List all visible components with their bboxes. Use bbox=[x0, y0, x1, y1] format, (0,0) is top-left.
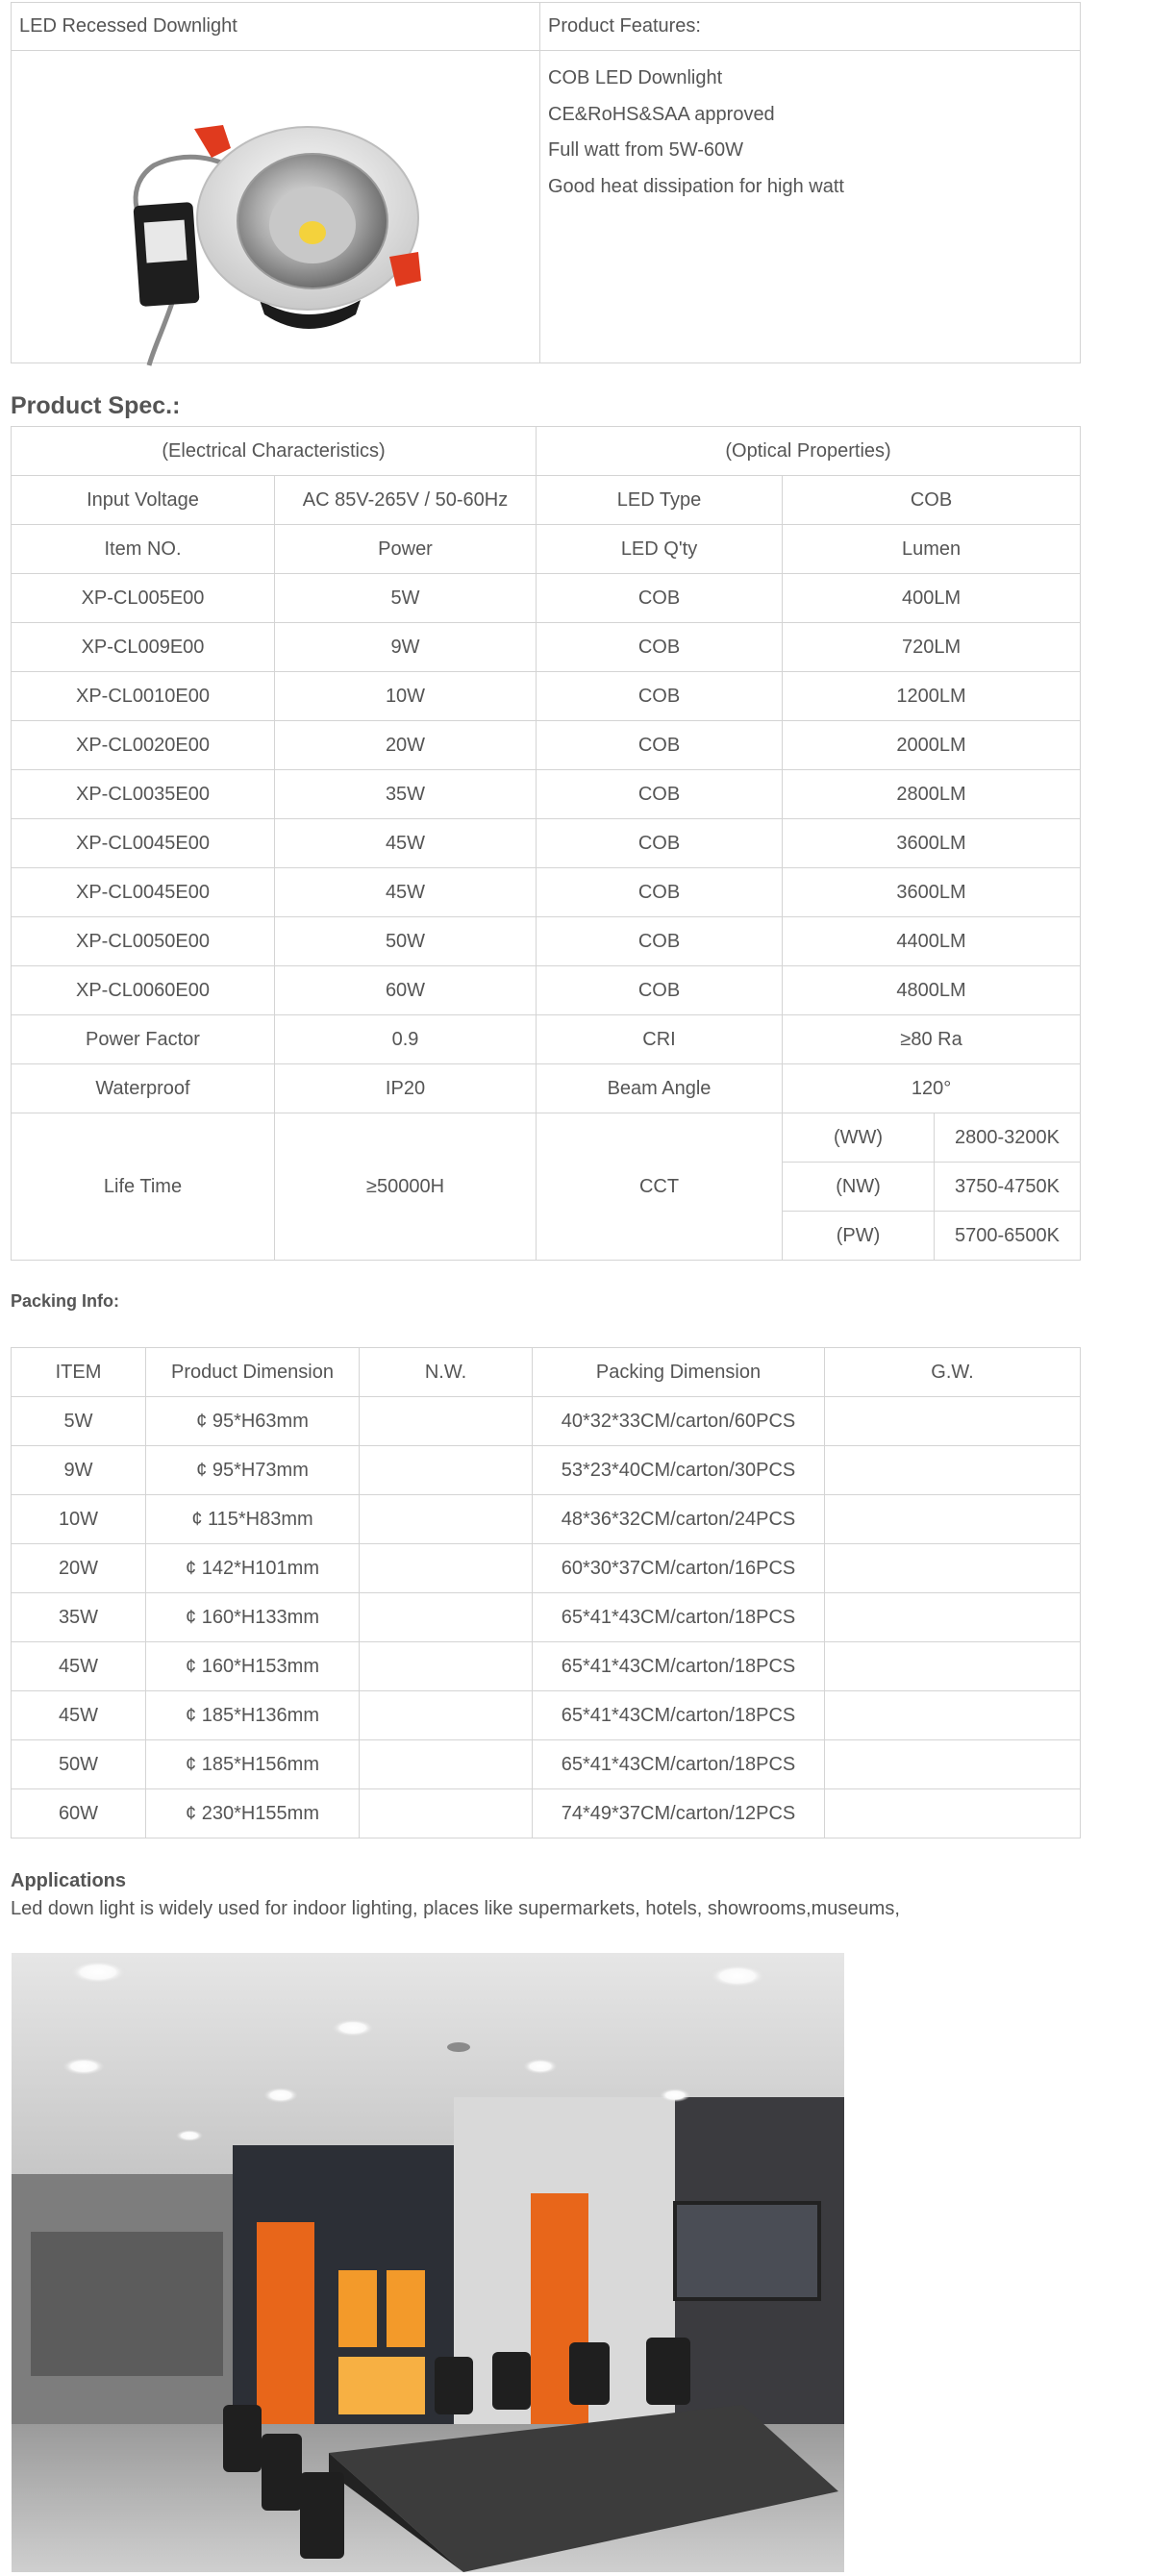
packing-cell: 65*41*43CM/carton/18PCS bbox=[533, 1642, 825, 1691]
cct-label-cell: (WW) bbox=[783, 1113, 935, 1163]
packing-cell bbox=[825, 1740, 1081, 1789]
packing-header-cell: N.W. bbox=[360, 1348, 533, 1397]
table-row bbox=[12, 1446, 1081, 1495]
spec-cell: 9W bbox=[275, 623, 537, 672]
packing-cell: ¢ 115*H83mm bbox=[146, 1495, 360, 1544]
spec-cell: COB bbox=[783, 476, 1081, 525]
table-row bbox=[12, 574, 1081, 623]
packing-cell: 65*41*43CM/carton/18PCS bbox=[533, 1593, 825, 1642]
packing-cell: 48*36*32CM/carton/24PCS bbox=[533, 1495, 825, 1544]
packing-cell: 45W bbox=[12, 1691, 146, 1740]
packing-cell: 65*41*43CM/carton/18PCS bbox=[533, 1691, 825, 1740]
packing-cell bbox=[825, 1593, 1081, 1642]
spec-cell: 0.9 bbox=[275, 1015, 537, 1064]
table-row bbox=[12, 721, 1081, 770]
conference-room-image bbox=[12, 1953, 844, 2572]
spec-cell: LED Type bbox=[537, 476, 783, 525]
cct-label-cell: (PW) bbox=[783, 1212, 935, 1261]
packing-header-cell: G.W. bbox=[825, 1348, 1081, 1397]
packing-cell: ¢ 185*H156mm bbox=[146, 1740, 360, 1789]
table-row bbox=[12, 1015, 1081, 1064]
spec-cell: XP-CL0050E00 bbox=[12, 917, 275, 966]
packing-cell: ¢ 142*H101mm bbox=[146, 1544, 360, 1593]
spec-cell: IP20 bbox=[275, 1064, 537, 1113]
spec-cell: COB bbox=[537, 574, 783, 623]
packing-cell: ¢ 230*H155mm bbox=[146, 1789, 360, 1838]
spec-cell: 20W bbox=[275, 721, 537, 770]
spec-cell: ≥50000H bbox=[275, 1113, 537, 1261]
packing-cell: ¢ 160*H133mm bbox=[146, 1593, 360, 1642]
spec-cell: AC 85V-265V / 50-60Hz bbox=[275, 476, 537, 525]
spec-cell: XP-CL0045E00 bbox=[12, 819, 275, 868]
table-row bbox=[12, 1064, 1081, 1113]
packing-cell bbox=[825, 1397, 1081, 1446]
table-row bbox=[12, 917, 1081, 966]
spec-header-cell: LED Q'ty bbox=[537, 525, 783, 574]
spec-cell: XP-CL005E00 bbox=[12, 574, 275, 623]
spec-cell: 400LM bbox=[783, 574, 1081, 623]
spec-cell: XP-CL0010E00 bbox=[12, 672, 275, 721]
packing-cell: 74*49*37CM/carton/12PCS bbox=[533, 1789, 825, 1838]
spec-cell: 35W bbox=[275, 770, 537, 819]
spec-cell: CRI bbox=[537, 1015, 783, 1064]
downlight-product-image bbox=[115, 108, 442, 367]
applications-heading: Applications bbox=[11, 1870, 127, 1891]
packing-cell bbox=[360, 1397, 533, 1446]
spec-cell: COB bbox=[537, 966, 783, 1015]
feature-item: Good heat dissipation for high watt bbox=[548, 175, 844, 197]
packing-cell bbox=[360, 1495, 533, 1544]
spec-cell: 4400LM bbox=[783, 917, 1081, 966]
spec-header-cell: Item NO. bbox=[12, 525, 275, 574]
packing-cell: 5W bbox=[12, 1397, 146, 1446]
packing-cell bbox=[360, 1642, 533, 1691]
cct-label-cell: (NW) bbox=[783, 1163, 935, 1212]
packing-cell bbox=[360, 1446, 533, 1495]
optical-group-header: (Optical Properties) bbox=[537, 427, 1081, 476]
spec-cell: XP-CL009E00 bbox=[12, 623, 275, 672]
spec-cell: 50W bbox=[275, 917, 537, 966]
packing-cell: 35W bbox=[12, 1593, 146, 1642]
packing-cell: 53*23*40CM/carton/30PCS bbox=[533, 1446, 825, 1495]
spec-cell: 3600LM bbox=[783, 868, 1081, 917]
spec-header-cell: Lumen bbox=[783, 525, 1081, 574]
spec-header-cell: Power bbox=[275, 525, 537, 574]
spec-cell: ≥80 Ra bbox=[783, 1015, 1081, 1064]
packing-cell: ¢ 95*H73mm bbox=[146, 1446, 360, 1495]
table-row bbox=[12, 476, 1081, 525]
table-row bbox=[12, 770, 1081, 819]
spec-cell: COB bbox=[537, 721, 783, 770]
spec-cell: 10W bbox=[275, 672, 537, 721]
packing-cell: 45W bbox=[12, 1642, 146, 1691]
spec-cell: Power Factor bbox=[12, 1015, 275, 1064]
table-row bbox=[12, 868, 1081, 917]
packing-header-cell: ITEM bbox=[12, 1348, 146, 1397]
packing-cell bbox=[825, 1789, 1081, 1838]
packing-cell bbox=[825, 1495, 1081, 1544]
table-row bbox=[12, 525, 1081, 574]
cct-value-cell: 2800-3200K bbox=[935, 1113, 1081, 1163]
spec-cell: COB bbox=[537, 623, 783, 672]
packing-cell: 10W bbox=[12, 1495, 146, 1544]
packing-cell: 65*41*43CM/carton/18PCS bbox=[533, 1740, 825, 1789]
spec-cell: 5W bbox=[275, 574, 537, 623]
spec-cell: Waterproof bbox=[12, 1064, 275, 1113]
spec-cell: 2000LM bbox=[783, 721, 1081, 770]
spec-cell: CCT bbox=[537, 1113, 783, 1261]
spec-cell: COB bbox=[537, 770, 783, 819]
packing-cell: 9W bbox=[12, 1446, 146, 1495]
spec-cell: 720LM bbox=[783, 623, 1081, 672]
spec-heading: Product Spec.: bbox=[11, 392, 181, 419]
table-row bbox=[12, 1740, 1081, 1789]
packing-header-cell: Packing Dimension bbox=[533, 1348, 825, 1397]
spec-cell: XP-CL0060E00 bbox=[12, 966, 275, 1015]
feature-item: COB LED Downlight bbox=[548, 67, 723, 88]
table-row bbox=[12, 1789, 1081, 1838]
spec-cell: 3600LM bbox=[783, 819, 1081, 868]
packing-header-cell: Product Dimension bbox=[146, 1348, 360, 1397]
packing-cell bbox=[360, 1691, 533, 1740]
features-cell bbox=[540, 51, 1081, 363]
spec-table bbox=[11, 426, 1081, 1261]
feature-item: Full watt from 5W-60W bbox=[548, 139, 743, 161]
packing-cell: ¢ 95*H63mm bbox=[146, 1397, 360, 1446]
table-row bbox=[12, 623, 1081, 672]
packing-cell bbox=[360, 1789, 533, 1838]
table-row bbox=[12, 1642, 1081, 1691]
packing-cell: ¢ 185*H136mm bbox=[146, 1691, 360, 1740]
spec-cell: XP-CL0035E00 bbox=[12, 770, 275, 819]
spec-cell: COB bbox=[537, 672, 783, 721]
features-header-cell: Product Features: bbox=[540, 3, 1081, 51]
table-row bbox=[12, 1544, 1081, 1593]
table-row bbox=[12, 966, 1081, 1015]
packing-cell: 40*32*33CM/carton/60PCS bbox=[533, 1397, 825, 1446]
spec-cell: 1200LM bbox=[783, 672, 1081, 721]
packing-heading: Packing Info: bbox=[11, 1291, 120, 1311]
spec-cell: 2800LM bbox=[783, 770, 1081, 819]
packing-cell: 60W bbox=[12, 1789, 146, 1838]
packing-cell bbox=[825, 1446, 1081, 1495]
spec-cell: Input Voltage bbox=[12, 476, 275, 525]
packing-cell bbox=[360, 1544, 533, 1593]
table-row bbox=[12, 1495, 1081, 1544]
spec-cell: COB bbox=[537, 917, 783, 966]
packing-cell: 20W bbox=[12, 1544, 146, 1593]
packing-table bbox=[11, 1347, 1081, 1838]
table-row bbox=[12, 1691, 1081, 1740]
cct-value-cell: 3750-4750K bbox=[935, 1163, 1081, 1212]
product-name-cell: LED Recessed Downlight bbox=[12, 3, 540, 51]
packing-cell: ¢ 160*H153mm bbox=[146, 1642, 360, 1691]
spec-cell: COB bbox=[537, 819, 783, 868]
spec-cell: COB bbox=[537, 868, 783, 917]
spec-cell: 120° bbox=[783, 1064, 1081, 1113]
spec-cell: Beam Angle bbox=[537, 1064, 783, 1113]
electrical-group-header: (Electrical Characteristics) bbox=[12, 427, 537, 476]
table-row bbox=[12, 1593, 1081, 1642]
features-list bbox=[548, 51, 1072, 205]
spec-cell: 4800LM bbox=[783, 966, 1081, 1015]
spec-cell: 45W bbox=[275, 819, 537, 868]
packing-cell bbox=[825, 1642, 1081, 1691]
spec-cell: XP-CL0045E00 bbox=[12, 868, 275, 917]
table-row bbox=[12, 1113, 1081, 1163]
packing-cell bbox=[825, 1544, 1081, 1593]
table-row bbox=[12, 819, 1081, 868]
table-header-row bbox=[12, 1348, 1081, 1397]
table-row bbox=[12, 1397, 1081, 1446]
packing-cell bbox=[825, 1691, 1081, 1740]
feature-item: CE&RoHS&SAA approved bbox=[548, 103, 775, 125]
packing-cell: 60*30*37CM/carton/16PCS bbox=[533, 1544, 825, 1593]
cct-value-cell: 5700-6500K bbox=[935, 1212, 1081, 1261]
spec-cell: 45W bbox=[275, 868, 537, 917]
spec-cell: XP-CL0020E00 bbox=[12, 721, 275, 770]
spec-cell: Life Time bbox=[12, 1113, 275, 1261]
packing-cell: 50W bbox=[12, 1740, 146, 1789]
table-row bbox=[12, 672, 1081, 721]
packing-cell bbox=[360, 1740, 533, 1789]
spec-cell: 60W bbox=[275, 966, 537, 1015]
packing-cell bbox=[360, 1593, 533, 1642]
applications-text: Led down light is widely used for indoor lighting, places like supermarkets, hotels, showrooms,museums, bbox=[11, 1898, 900, 1919]
